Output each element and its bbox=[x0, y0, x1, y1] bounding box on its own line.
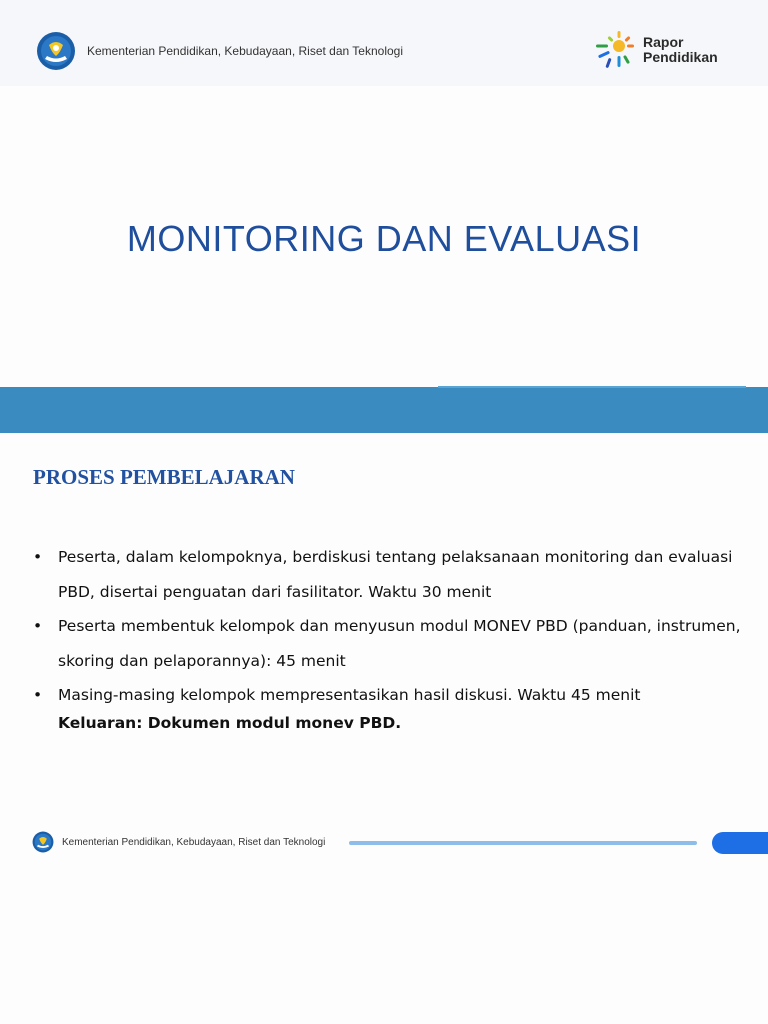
bullet-item: • Peserta membentuk kelompok dan menyusun modul MONEV PBD (panduan, instrumen, skoring dan pelaporannya): 45 menit bbox=[33, 609, 743, 678]
rapor-line2: Pendidikan bbox=[643, 49, 718, 65]
blue-divider-band bbox=[0, 387, 768, 433]
rapor-line1: Rapor bbox=[643, 34, 684, 50]
footer-accent-pill bbox=[712, 832, 768, 854]
output-statement: Keluaran: Dokumen modul monev PBD. bbox=[58, 714, 402, 732]
bullet-item: • Peserta, dalam kelompoknya, berdiskusi tentang pelaksanaan monitoring dan evaluasi PBD, disertai penguatan dari fasilitator. Waktu 30 menit bbox=[33, 540, 743, 609]
bullet-item: • Masing-masing kelompok mempresentasikan hasil diskusi. Waktu 45 menit bbox=[33, 678, 743, 713]
bullet-list bbox=[33, 540, 743, 713]
band-accent-line bbox=[438, 386, 746, 388]
footer-divider-line bbox=[349, 841, 697, 845]
slide-title: MONITORING DAN EVALUASI bbox=[126, 218, 642, 259]
footer-ministry-name: Kementerian Pendidikan, Kebudayaan, Riset dan Teknologi bbox=[62, 837, 326, 848]
header-bar bbox=[0, 0, 768, 86]
header-ministry-name: Kementerian Pendidikan, Kebudayaan, Riset dan Teknologi bbox=[87, 44, 403, 58]
kemdikbud-logo-icon bbox=[36, 31, 76, 71]
rapor-pendidikan-wordmark bbox=[643, 35, 718, 65]
rapor-pendidikan-logo-icon bbox=[593, 28, 637, 72]
footer-kemdikbud-logo-icon bbox=[32, 831, 54, 853]
section-heading: PROSES PEMBELAJARAN bbox=[33, 465, 295, 489]
